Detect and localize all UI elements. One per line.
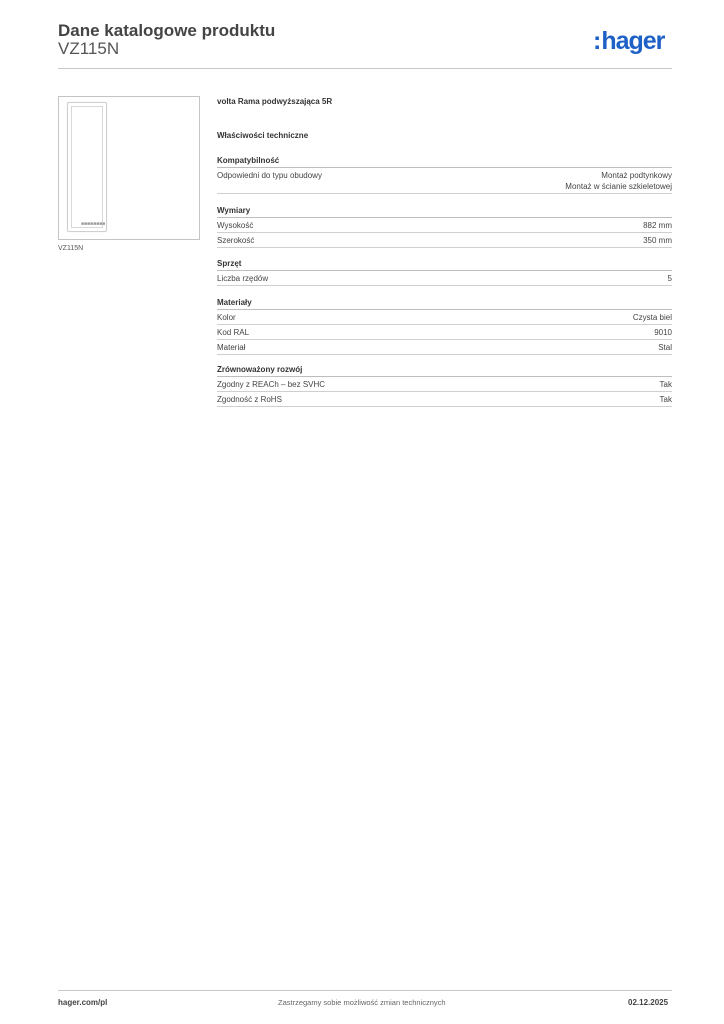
spec-value: 5 <box>667 274 672 283</box>
document-title: Dane katalogowe produktu <box>58 21 276 40</box>
spec-label: Materiał <box>217 343 246 352</box>
frame-dots: ■■■■■■■■ <box>81 221 106 227</box>
spec-label: Kolor <box>217 313 236 322</box>
spec-label: Zgodny z REACh – bez SVHC <box>217 380 326 389</box>
spec-value: 9010 <box>654 328 672 337</box>
spec-row <box>217 325 672 340</box>
section-heading: Właściwości techniczne <box>217 131 309 140</box>
footer-date: 02.12.2025 <box>628 998 669 1007</box>
group-title: Wymiary <box>217 206 251 215</box>
spec-row <box>217 218 672 233</box>
group-materials <box>217 297 672 355</box>
spec-value: 882 mm <box>643 221 672 230</box>
spec-row <box>217 392 672 407</box>
spec-label: Wysokość <box>217 221 254 230</box>
spec-row <box>217 271 672 286</box>
spec-row <box>217 310 672 325</box>
spec-value: Montaż podtynkowy Montaż w ścianie szkieletowej <box>565 171 672 191</box>
logo-text: hager <box>601 27 665 55</box>
hager-logo <box>593 27 664 56</box>
spec-value: Stal <box>658 343 672 352</box>
spec-value: Tak <box>659 395 672 404</box>
group-title: Sprzęt <box>217 259 242 268</box>
logo-prefix: : <box>593 27 601 55</box>
header-divider <box>58 68 672 69</box>
group-compatibility <box>217 155 672 194</box>
spec-label: Odpowiedni do typu obudowy <box>217 171 322 180</box>
spec-row <box>217 168 672 194</box>
spec-label: Zgodność z RoHS <box>217 395 282 404</box>
image-caption: VZ115N <box>58 245 84 252</box>
spec-label: Kod RAL <box>217 328 250 337</box>
group-title: Materiały <box>217 298 252 307</box>
footer-divider <box>58 990 672 991</box>
footer-website-link[interactable]: hager.com/pl <box>58 998 108 1007</box>
group-hardware <box>217 258 672 286</box>
spec-row <box>217 377 672 392</box>
footer-notice: Zastrzegamy sobie możliwość zmian technicznych <box>278 998 446 1007</box>
spec-label: Szerokość <box>217 236 255 245</box>
group-dimensions <box>217 205 672 248</box>
spec-value: 350 mm <box>643 236 672 245</box>
frame-illustration <box>67 102 107 232</box>
group-sustainability <box>217 364 672 407</box>
spec-value: Czysta biel <box>632 313 672 322</box>
spec-row <box>217 340 672 355</box>
group-title: Zrównoważony rozwój <box>217 365 303 374</box>
spec-label: Liczba rzędów <box>217 274 269 283</box>
group-title: Kompatybilność <box>217 156 280 165</box>
product-image <box>58 96 200 240</box>
product-name: volta Rama podwyższająca 5R <box>217 97 333 106</box>
spec-row <box>217 233 672 248</box>
spec-value: Tak <box>659 380 672 389</box>
product-code: VZ115N <box>58 39 120 58</box>
